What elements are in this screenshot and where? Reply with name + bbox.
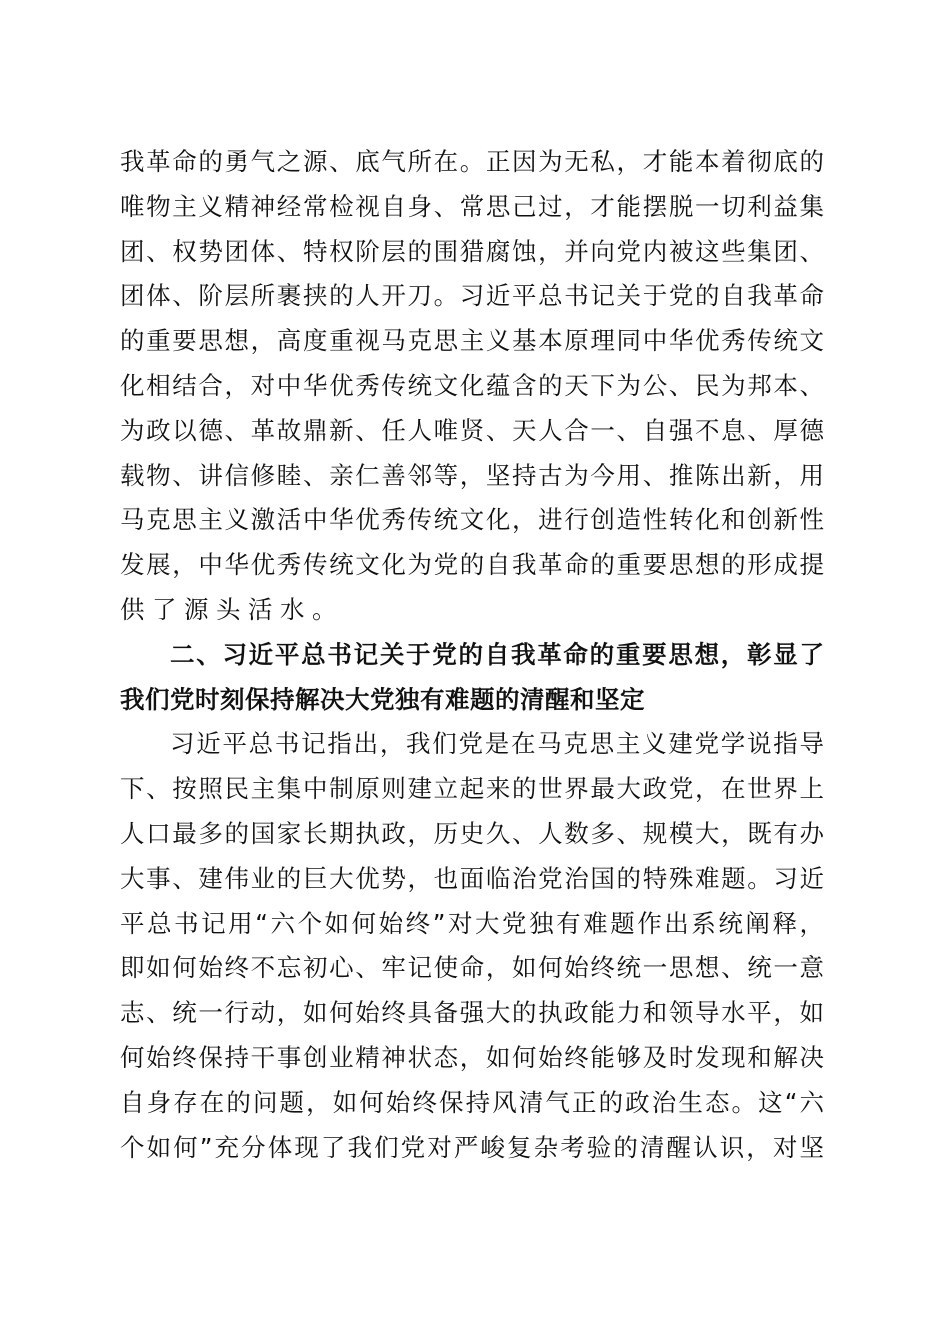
line-text: 唯物主义精神经常检视自身、常思己过，才能摆脱一切利益集: [120, 191, 824, 221]
line-text: 化相结合，对中华优秀传统文化蕴含的天下为公、民为邦本、: [120, 370, 824, 400]
text-line: [120, 319, 824, 364]
text-line: [120, 543, 824, 588]
line-text: 个如何”充分体现了我们党对严峻复杂考验的清醒认识，对坚: [120, 1132, 824, 1162]
line-text: 团、权势团体、特权阶层的围猎腐蚀，并向党内被这些集团、: [120, 236, 824, 266]
line-text: 我革命的勇气之源、底气所在。正因为无私，才能本着彻底的: [120, 147, 824, 176]
line-text: 大事、建伟业的巨大优势，也面临治党治国的特殊难题。习近: [120, 863, 824, 893]
heading-text: 二、习近平总书记关于党的自我革命的重要思想，彰显了: [170, 639, 824, 669]
text-line: [120, 1036, 824, 1081]
text-line: [120, 857, 824, 902]
text-line: [120, 140, 824, 185]
line-text: 人口最多的国家长期执政，历史久、人数多、规模大，既有办: [120, 818, 824, 848]
text-line: [120, 902, 824, 947]
text-line: [120, 364, 824, 409]
document-page: [120, 140, 824, 1170]
body-paragraph-2: [120, 722, 824, 1170]
text-line: [120, 767, 824, 812]
line-text: 为政以德、革故鼎新、任人唯贤、天人合一、自强不息、厚德: [120, 415, 824, 445]
text-line: [120, 722, 824, 767]
text-line: [120, 498, 824, 543]
line-text: 下、按照民主集中制原则建立起来的世界最大政党，在世界上: [120, 774, 824, 804]
line-text: 即如何始终不忘初心、牢记使命，如何始终统一思想、统一意: [120, 953, 824, 983]
line-text: 平总书记用“六个如何始终”对大党独有难题作出系统阐释，: [120, 908, 824, 938]
text-line: [120, 185, 824, 230]
heading-line: [120, 678, 824, 723]
text-line: [120, 588, 824, 633]
line-text: 供了源头活水。: [120, 594, 344, 624]
text-line: [120, 991, 824, 1036]
line-text: 何始终保持干事创业精神状态，如何始终能够及时发现和解决: [120, 1042, 824, 1072]
line-text: 马克思主义激活中华优秀传统文化，进行创造性转化和创新性: [120, 505, 824, 535]
text-line: [120, 1081, 824, 1126]
line-text: 的重要思想，高度重视马克思主义基本原理同中华优秀传统文: [120, 326, 824, 356]
text-line: [120, 454, 824, 499]
text-line: [120, 1126, 824, 1171]
heading-line: [120, 633, 824, 678]
line-text: 自身存在的问题，如何始终保持风清气正的政治生态。这“六: [120, 1087, 824, 1117]
line-text: 发展，中华优秀传统文化为党的自我革命的重要思想的形成提: [120, 550, 824, 580]
text-line: [120, 946, 824, 991]
heading-text: 我们党时刻保持解决大党独有难题的清醒和坚定: [120, 684, 645, 714]
line-text: 团体、阶层所裹挟的人开刀。习近平总书记关于党的自我革命: [120, 281, 824, 311]
section-heading: [120, 633, 824, 723]
text-line: [120, 812, 824, 857]
text-line: [120, 409, 824, 454]
text-line: [120, 274, 824, 319]
text-line: [120, 230, 824, 275]
line-text: 习近平总书记指出，我们党是在马克思主义建党学说指导: [170, 729, 824, 759]
line-text: 载物、讲信修睦、亲仁善邻等，坚持古为今用、推陈出新，用: [120, 460, 824, 490]
line-text: 志、统一行动，如何始终具备强大的执政能力和领导水平，如: [120, 998, 824, 1028]
body-paragraph-1: [120, 140, 824, 633]
